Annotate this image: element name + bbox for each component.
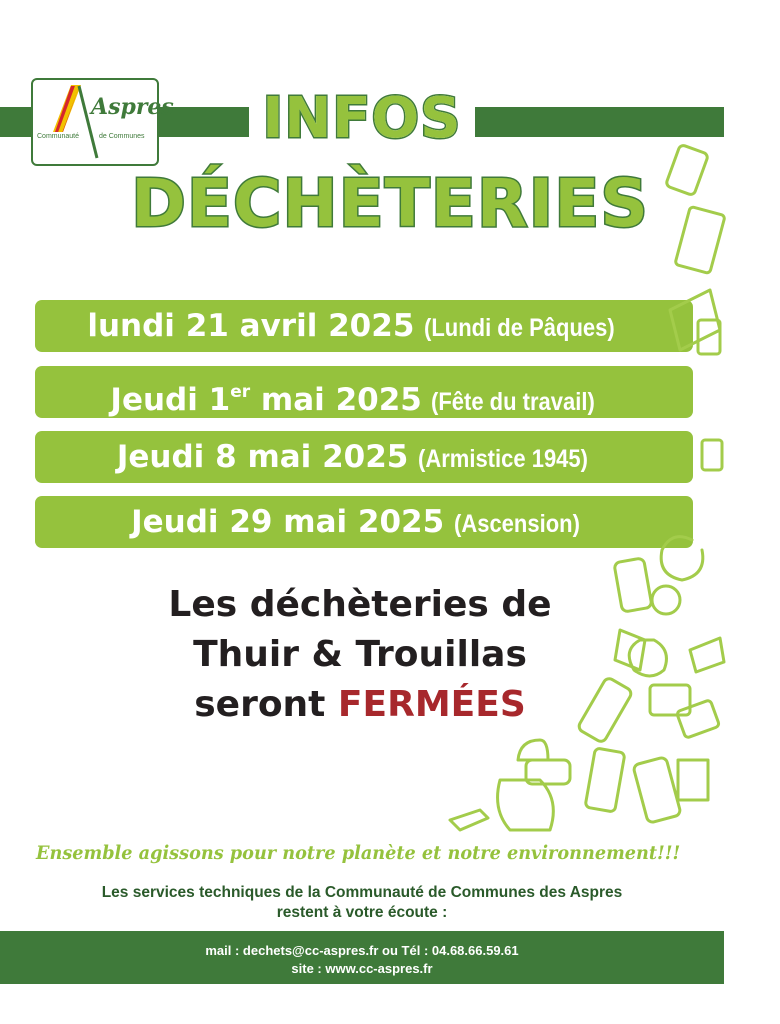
svg-text:Aspres: Aspres [91,94,174,120]
holiday-name: (Lundi de Pâques) [423,314,615,342]
date-text: Jeudi 29 mai 2025 [131,504,445,540]
services-line-2: restent à votre écoute : [276,904,448,921]
title-infos: INFOS [0,86,724,151]
logo-subtitle-left: Communauté [37,133,80,140]
date-text: Jeudi 1er mai 2025 [110,382,422,418]
date-text: lundi 21 avril 2025 [87,308,415,344]
title-decheteries: DÉCHÈTERIES [131,165,649,242]
logo-subtitle-right: de Communes [99,133,145,140]
holiday-name: (Armistice 1945) [417,445,588,473]
closure-line-2: Thuir & Trouillas [193,634,527,675]
services-line-1: Les services techniques de la Communauté de Communes des Aspres [101,884,623,901]
closure-line-1: Les déchèteries de [168,584,552,625]
closure-line-3: seront FERMÉES [194,684,526,725]
slogan: Ensemble agissons pour notre planète et notre environnement!!! [36,842,681,864]
holiday-name: (Ascension) [453,510,580,538]
holiday-name: (Fête du travail) [431,388,596,416]
closed-highlight: FERMÉES [337,684,526,725]
date-text: Jeudi 8 mai 2025 [116,439,409,475]
contact-mail-phone[interactable]: mail : dechets@cc-aspres.fr ou Tél : 04.68.66.59.61 [205,943,519,958]
recycling-waste-illustration [440,140,724,840]
contact-website[interactable]: site : www.cc-aspres.fr [291,961,433,976]
